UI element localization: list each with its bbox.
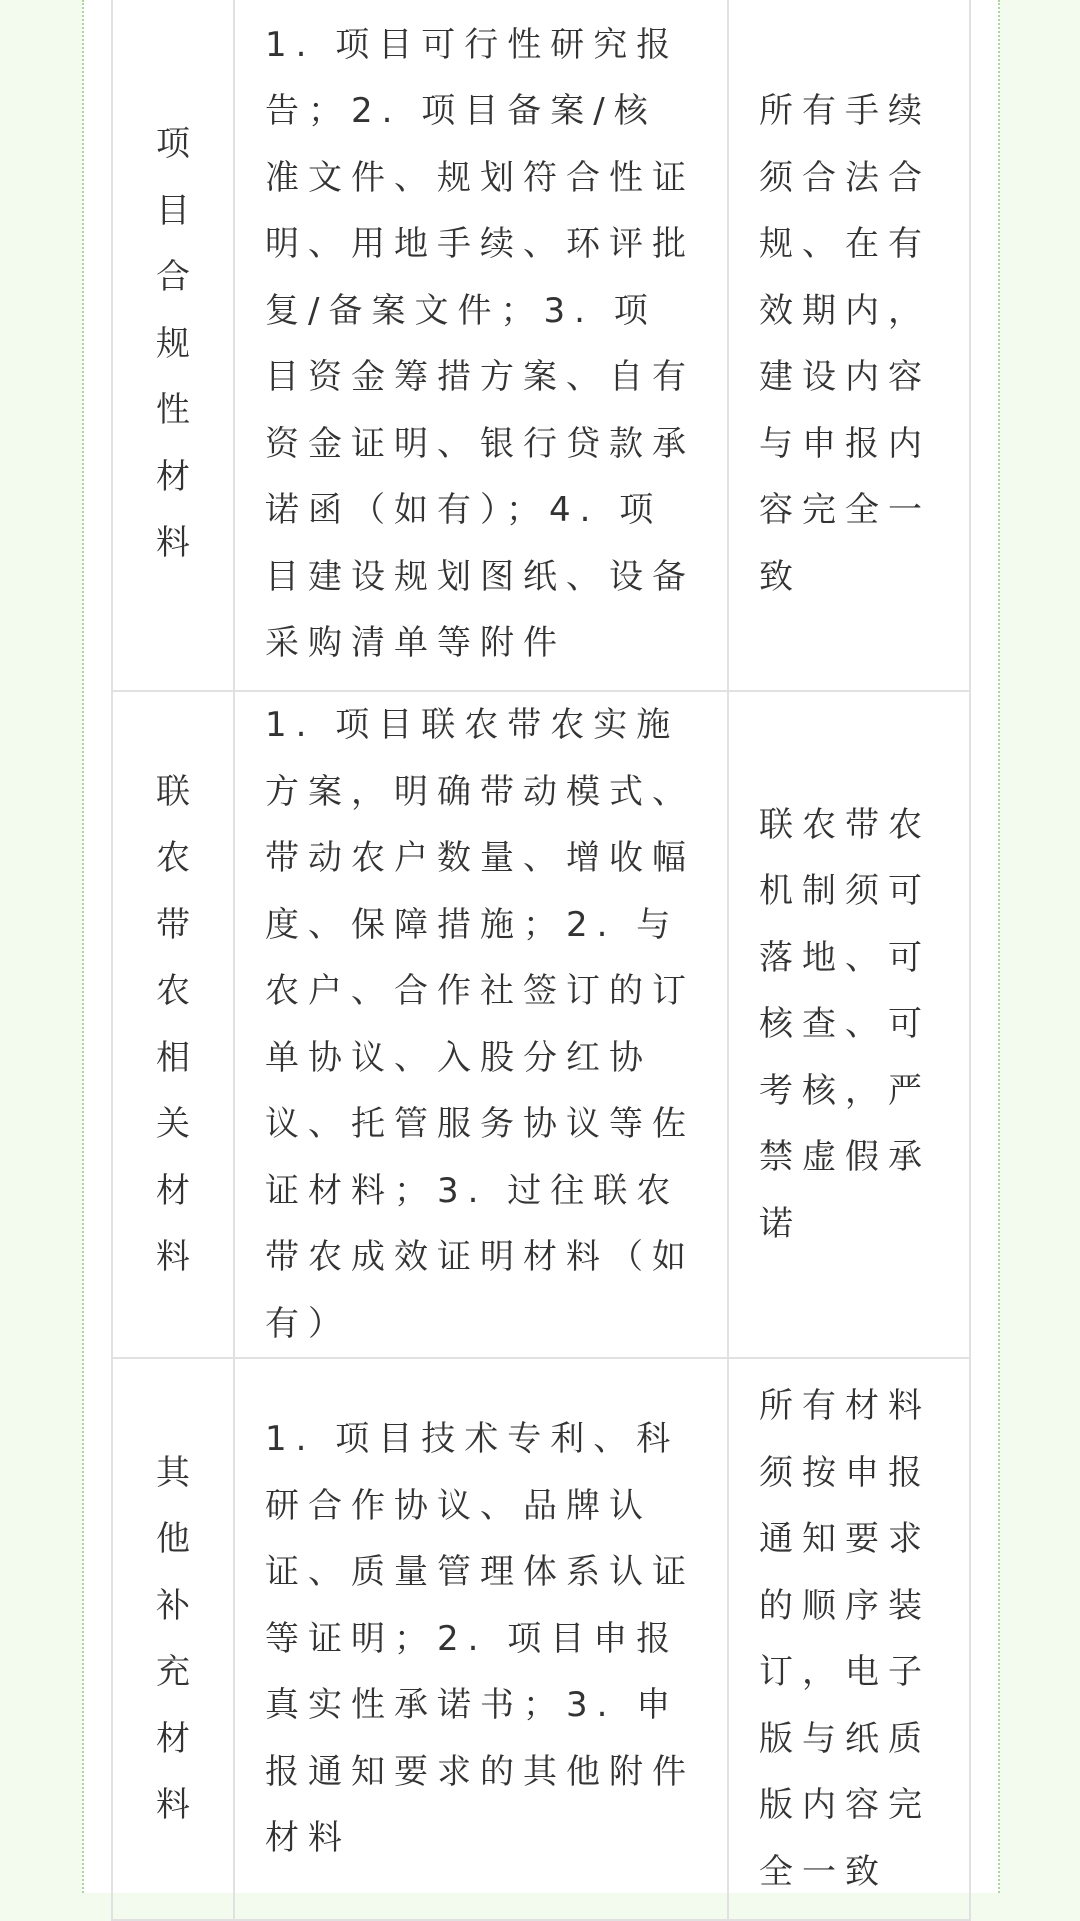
materials-table	[111, 0, 971, 1921]
category-label: 联农带农相关材料	[156, 771, 190, 1277]
category-cell	[112, 691, 234, 1358]
material-content-cell: 1. 项目可行性研究报告；2. 项目备案/核准文件、规划符合性证明、用地手续、环评批复/备案文件；3. 项目资金筹措方案、自有资金证明、银行贷款承诺函（如有）；4. 项目建设规划图纸、设备采购清单等附件	[234, 0, 728, 691]
table-row	[112, 0, 970, 691]
table-row	[112, 691, 970, 1358]
requirement-cell: 所有手续须合法合规、在有效期内，建设内容与申报内容完全一致	[728, 0, 970, 691]
table-row	[112, 1358, 970, 1920]
category-cell	[112, 1358, 234, 1920]
category-label: 其他补充材料	[156, 1452, 190, 1825]
material-content-cell: 1. 项目联农带农实施方案，明确带动模式、带动农户数量、增收幅度、保障措施；2. 与农户、合作社签订的订单协议、入股分红协议、托管服务协议等佐证材料；3. 过往联农带农成效证明材料（如有）	[234, 691, 728, 1358]
category-label: 项目合规性材料	[156, 124, 190, 564]
category-cell	[112, 0, 234, 691]
requirement-cell: 联农带农机制须可落地、可核查、可考核，严禁虚假承诺	[728, 691, 970, 1358]
requirement-cell: 所有材料须按申报通知要求的顺序装订，电子版与纸质版内容完全一致	[728, 1358, 970, 1920]
material-content-cell: 1. 项目技术专利、科研合作协议、品牌认证、质量管理体系认证等证明；2. 项目申报真实性承诺书；3. 申报通知要求的其他附件材料	[234, 1358, 728, 1920]
